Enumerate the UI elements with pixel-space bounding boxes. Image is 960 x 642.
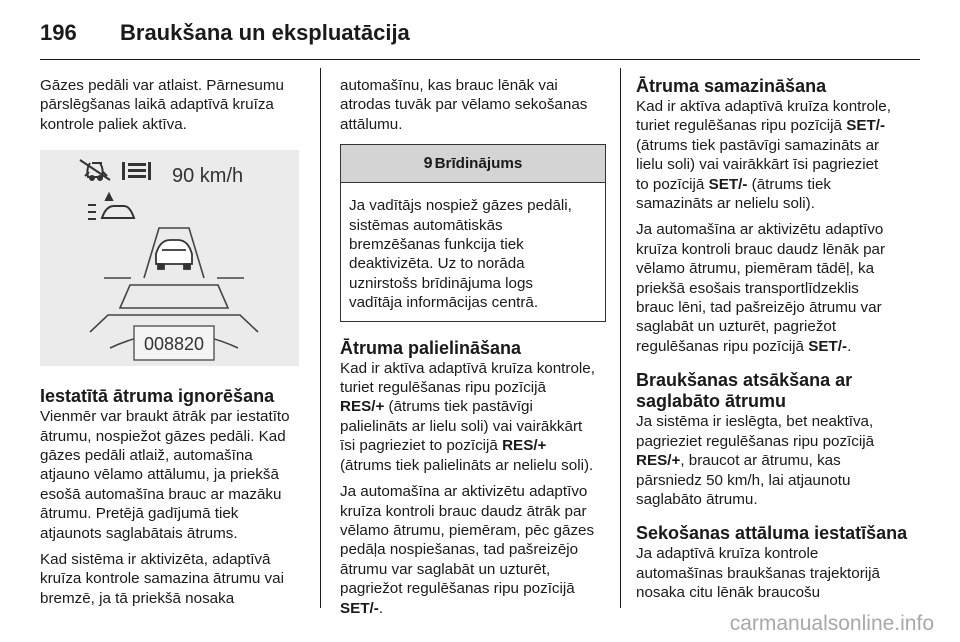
column-separator-1: [320, 68, 321, 608]
column-2: [340, 76, 606, 625]
column-3: [636, 76, 908, 610]
increase-paragraph-2: Ja automašīna ar aktivizētu adaptīvo kruīza kontroli brauc daudz ātrāk par vēlamo ātrumu, piemēram, pēc gāzes pedāļa nospiešanas, tad pašreizējo ātrumu var saglabāt un uzturēt, pagriežot regulēšanas ripu pozīcijā SET/-.: [340, 483, 595, 617]
chapter-title: Braukšana un ekspluatācija: [120, 20, 410, 45]
section-title-override: Iestatītā ātruma ignorēšana: [40, 386, 275, 407]
decrease-paragraph-2: Ja automašīna ar aktivizētu adaptīvo kruīza kontroli brauc daudz lēnāk par vēlamo ātrumu, piemēram tādēļ, ka priekšā esošais transportlīdzeklis brauc lēni, tad pašreizējo ātrumu var saglabāt un uzturēt, pagriežot regulēšanas ripu pozīcijā SET/-.: [636, 221, 886, 355]
odometer-readout: 008820: [143, 334, 205, 355]
warning-header: [341, 145, 605, 183]
column-1: [40, 76, 306, 615]
section-title-increase: Ātruma palielināšana: [340, 337, 522, 358]
intro-paragraph: Gāzes pedāli var atlaist. Pārnesumu pārslēgšanas laikā adaptīvā kruīza kontrole paliek aktīva.: [40, 77, 284, 133]
continued-paragraph: automašīnu, kas brauc lēnāk vai atrodas tuvāk par vēlamo sekošanas attālumu.: [340, 77, 588, 133]
cruise-display-illustration: [40, 150, 299, 366]
warning-body: Ja vadītājs nospiež gāzes pedāli, sistēmas automātiskās bremzēšanas funkcija tiek deaktivizēta. Uz to norāda uznirstošs brīdinājuma logs vadītāja informācijas centrā.: [349, 197, 572, 312]
increase-paragraph-1: Kad ir aktīva adaptīvā kruīza kontrole, turiet regulēšanas ripu pozīcijā RES/+ (ātrums tiek pastāvīgi palielināts ar lielu soli) vai vairākkārt īsi pagrieziet to pozīcijā RES/+ (ātrums tiek palielināts ar nelielu soli).: [340, 359, 595, 474]
warning-label: Brīdinājums: [434, 155, 523, 173]
page-number: 196: [40, 20, 77, 45]
override-paragraph-1: Vienmēr var braukt ātrāk par iestatīto ātrumu, nospiežot gāzes pedāli. Kad gāzes pedāli atlaiž, automašīna atjauno vēlamo attālumu, ja priekšā esošā automašīna brauc ar mazāku ātrumu. Pretējā gadījumā tiek atjaunots saglabātais ātrums.: [40, 408, 290, 542]
warning-box: [340, 144, 606, 321]
resume-paragraph: Ja sistēma ir ieslēgta, bet neaktīva, pagrieziet regulēšanas ripu pozīcijā RES/+, braucot ar ātrumu, kas pārsniedz 50 km/h, lai atjaunotu saglabāto ātrumu.: [636, 413, 875, 508]
section-title-distance: Sekošanas attāluma iestatīšana: [636, 523, 908, 544]
vehicle-ahead-icon: [88, 194, 134, 219]
display-drawing: [40, 150, 299, 366]
watermark-text: carmanualsonline.info: [729, 612, 934, 635]
car-ahead-icon: [156, 240, 192, 269]
section-title-resume: Braukšanas atsākšana ar saglabāto ātrumu: [636, 370, 853, 412]
section-title-decrease: Ātruma samazināšana: [636, 76, 827, 96]
warning-triangle-icon: 9: [423, 155, 433, 173]
override-paragraph-2: Kad sistēma ir aktivizēta, adaptīvā kruīza kontrole samazina ātrumu vai bremzē, ja tā priekšā nosaka: [40, 551, 284, 607]
decrease-paragraph-1: Kad ir aktīva adaptīvā kruīza kontrole, turiet regulēšanas ripu pozīcijā SET/- (ātrums tiek pastāvīgi samazināts ar lielu soli) vai vairākkārt īsi pagrieziet to pozīcijā SET/- (ātrums tiek samazināts ar nelielu soli).: [636, 98, 891, 213]
header-rule: [40, 59, 920, 60]
distance-paragraph: Ja adaptīvā kruīza kontrole automašīnas braukšanas trajektorijā nosaka citu lēnāk braucošu: [636, 545, 880, 602]
adaptive-cruise-icon: [80, 160, 110, 180]
distance-bars-icon: [122, 162, 151, 180]
column-separator-2: [620, 68, 621, 608]
set-speed-readout: 90 km/h: [172, 165, 244, 188]
page-header: [40, 14, 920, 54]
